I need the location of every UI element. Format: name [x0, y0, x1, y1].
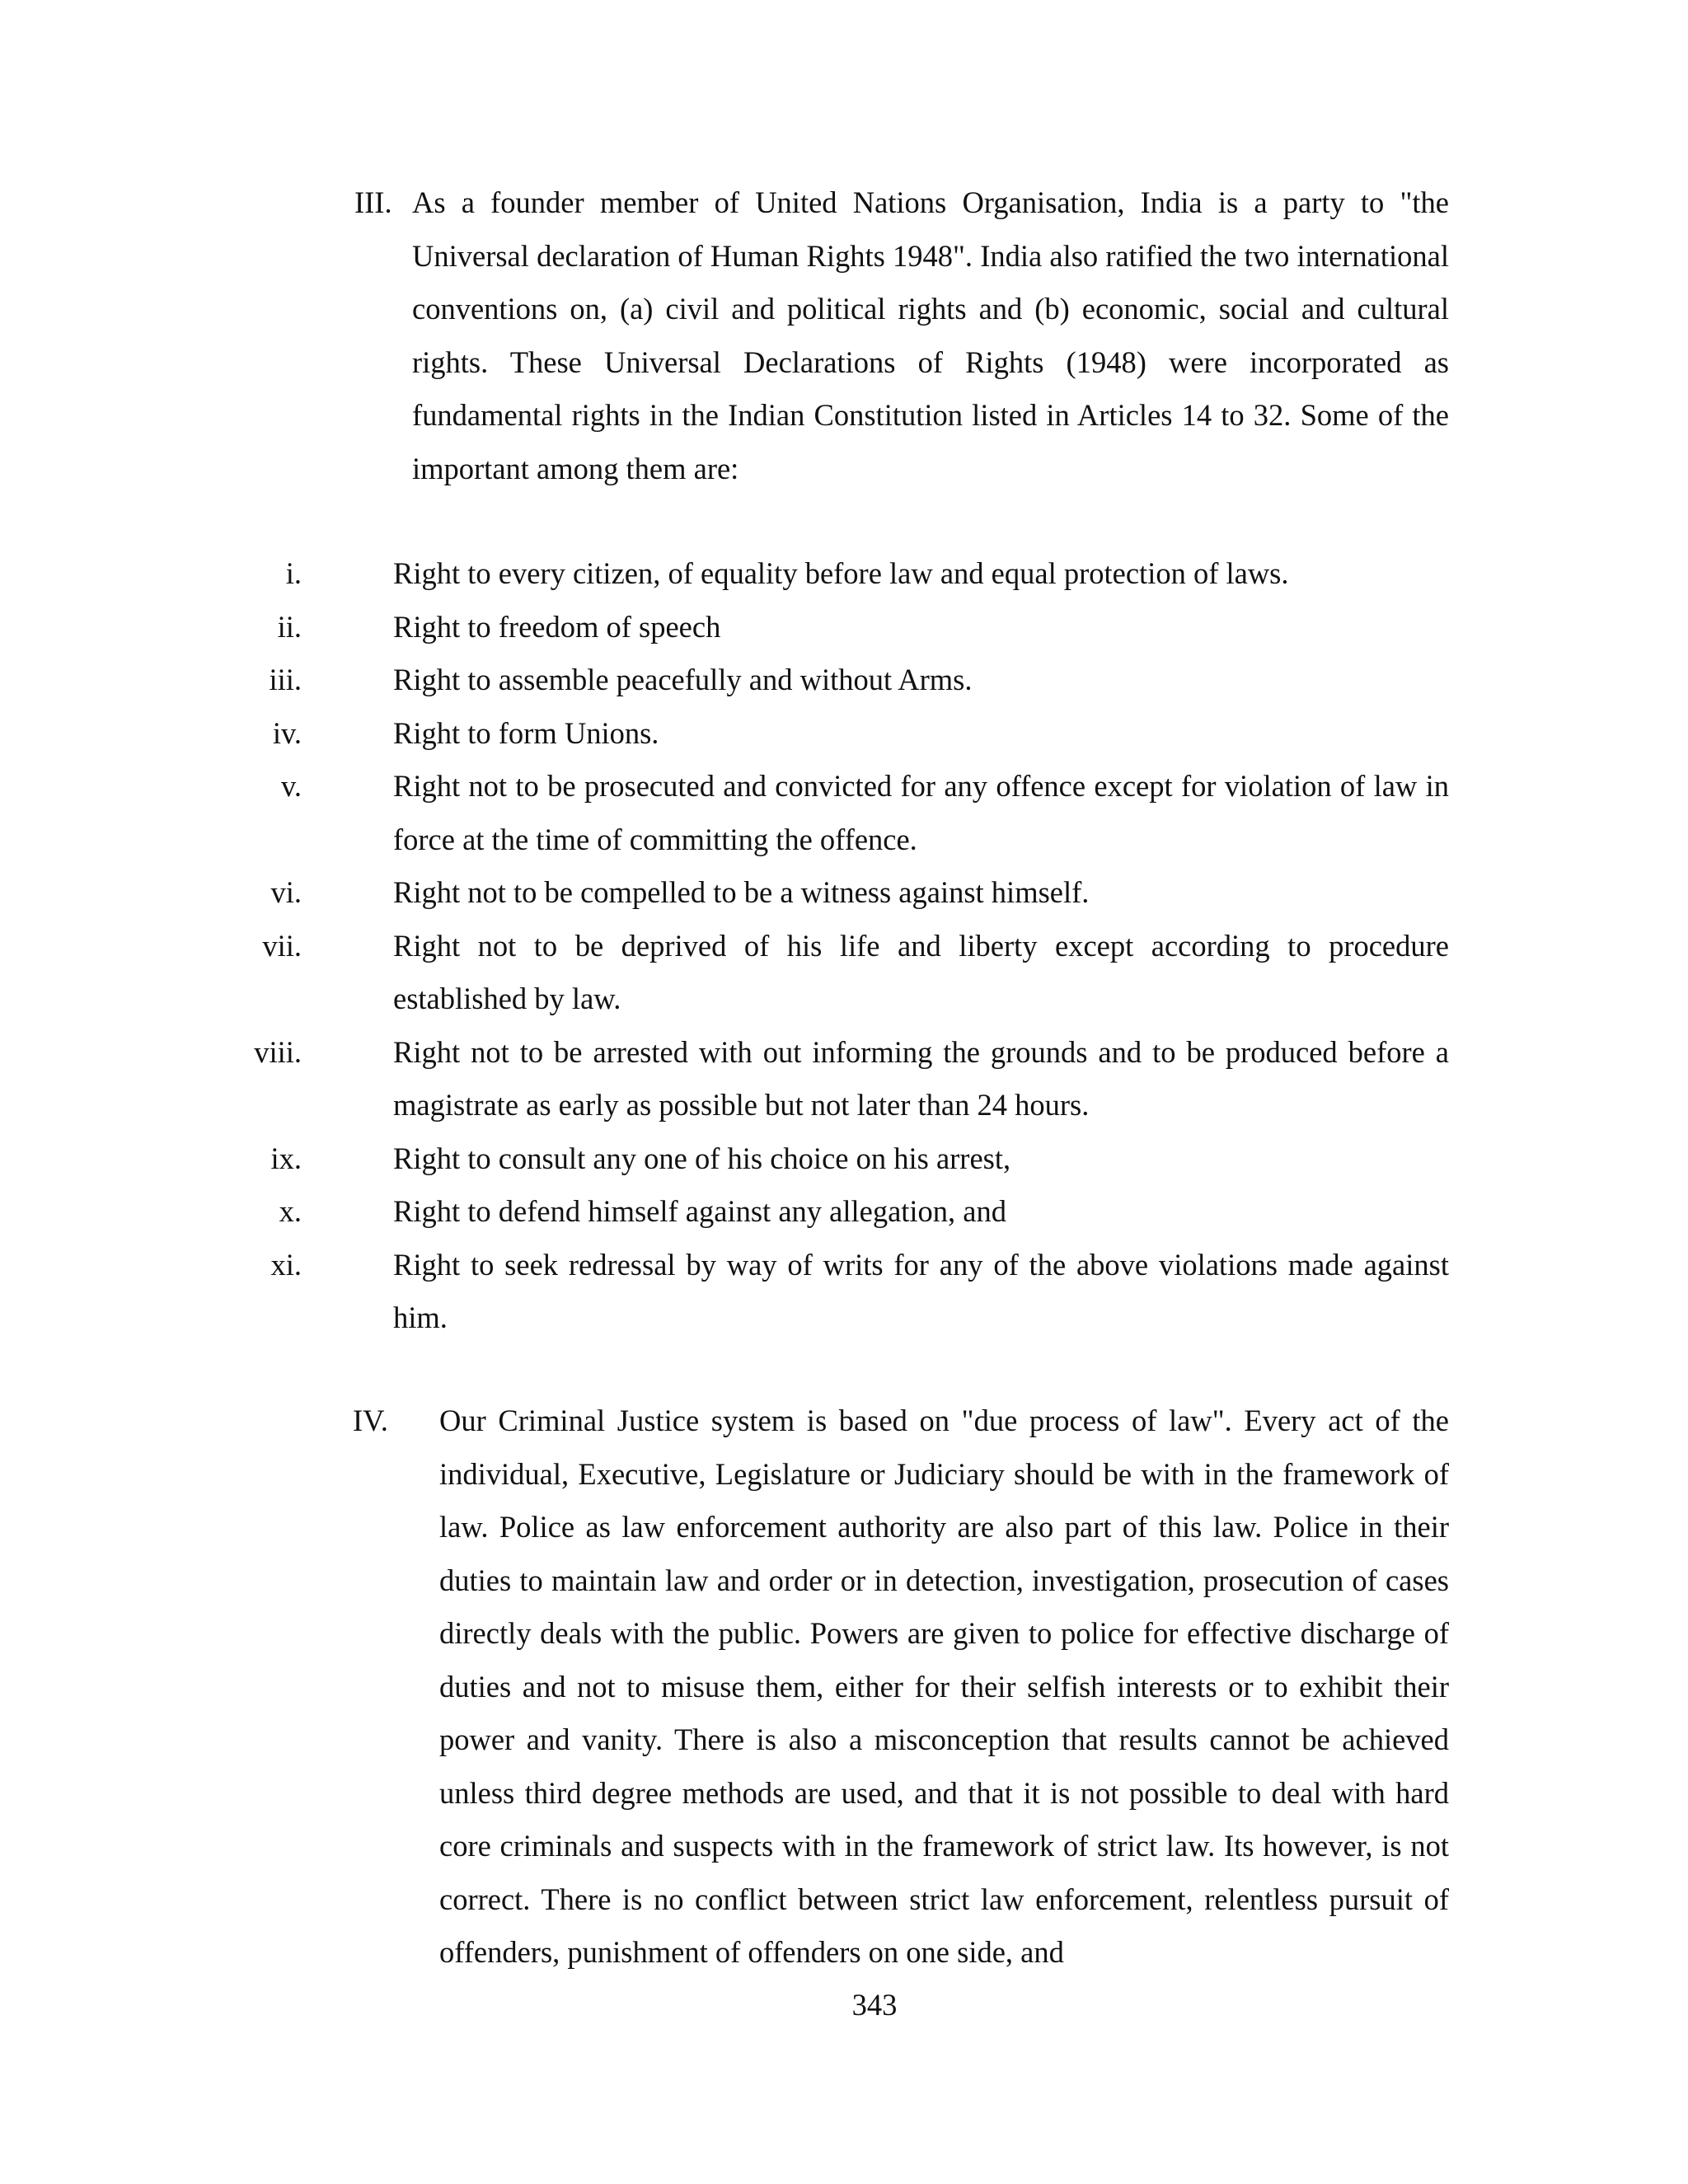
list-item — [0, 547, 1688, 601]
list-item-text: Right to defend himself against any allegation, and — [393, 1194, 1007, 1228]
list-item-text: Right not to be arrested with out informing the grounds and to be produced before a magistrate as early as possible but not later than 24 hours. — [393, 1034, 1449, 1122]
page-number: 343 — [851, 1988, 898, 2022]
list-item-number: ix. — [270, 1141, 302, 1175]
list-item-text: Right not to be prosecuted and convicted for any offence except for violation of law in force at the time of committing the offence. — [393, 769, 1449, 856]
list-item — [0, 1239, 1688, 1345]
list-item-text: Right to freedom of speech — [393, 609, 721, 644]
section-3-paragraph: As a founder member of United Nations Organisation, India is a party to "the Universal declaration of Human Rights 1948". India also ratified the two international conventions on, (a) civil and political rights and (b) economic, social and cultural rights. These Universal Declarations of Rights (1948) were incorporated as fundamental rights in the Indian Constitution listed in Articles 14 to 32. Some of the important among them are: — [412, 185, 1449, 485]
list-item — [0, 920, 1688, 1026]
list-item-number: x. — [279, 1194, 302, 1228]
list-item — [0, 866, 1688, 920]
list-item — [0, 1132, 1688, 1186]
list-item-text: Right not to be deprived of his life and liberty except according to procedure established by law. — [393, 928, 1449, 1015]
list-item-number: iii. — [269, 663, 302, 696]
list-item — [0, 760, 1688, 866]
list-item — [0, 654, 1688, 707]
list-item-number: vi. — [270, 875, 302, 909]
list-item-number: v. — [280, 769, 302, 803]
list-item-number: ii. — [277, 609, 302, 644]
section-3-number: III. — [354, 185, 392, 219]
fundamental-rights-list — [0, 547, 1688, 1345]
list-item-text: Right to every citizen, of equality before law and equal protection of laws. — [393, 556, 1289, 590]
list-item-text: Right to seek redressal by way of writs for any of the above violations made against him. — [393, 1247, 1449, 1334]
list-item-text: Right to assemble peacefully and without Arms. — [393, 663, 973, 696]
section-4-paragraph: Our Criminal Justice system is based on "due process of law". Every act of the individual, Executive, Legislature or Judiciary should be with in the framework of law. Police as law enforcement authority are also part of this law. Police in their duties to maintain law and order or in detection, investigation, prosecution of cases directly deals with the public. Powers are given to police for effective discharge of duties and not to misuse them, either for their selfish interests or to exhibit their power and vanity. There is also a misconception that results cannot be achieved unless third degree methods are used, and that it is not possible to deal with hard core criminals and suspects with in the framework of strict law. Its however, is not correct. There is no conflict between strict law enforcement, relentless pursuit of offenders, punishment of offenders on one side, and — [439, 1404, 1449, 1969]
list-item-number: iv. — [272, 715, 302, 750]
list-item-number: viii. — [254, 1034, 302, 1069]
list-item — [0, 601, 1688, 654]
list-item-number: xi. — [270, 1247, 302, 1282]
list-item — [0, 1026, 1688, 1132]
list-item-text: Right not to be compelled to be a witness against himself. — [393, 875, 1090, 909]
section-4-number: IV. — [353, 1404, 388, 1437]
list-item-number: vii. — [262, 928, 302, 963]
list-item-text: Right to form Unions. — [393, 715, 659, 750]
list-item-number: i. — [285, 556, 302, 590]
list-item-text: Right to consult any one of his choice on his arrest, — [393, 1141, 1011, 1175]
list-item — [0, 707, 1688, 761]
list-item — [0, 1185, 1688, 1239]
